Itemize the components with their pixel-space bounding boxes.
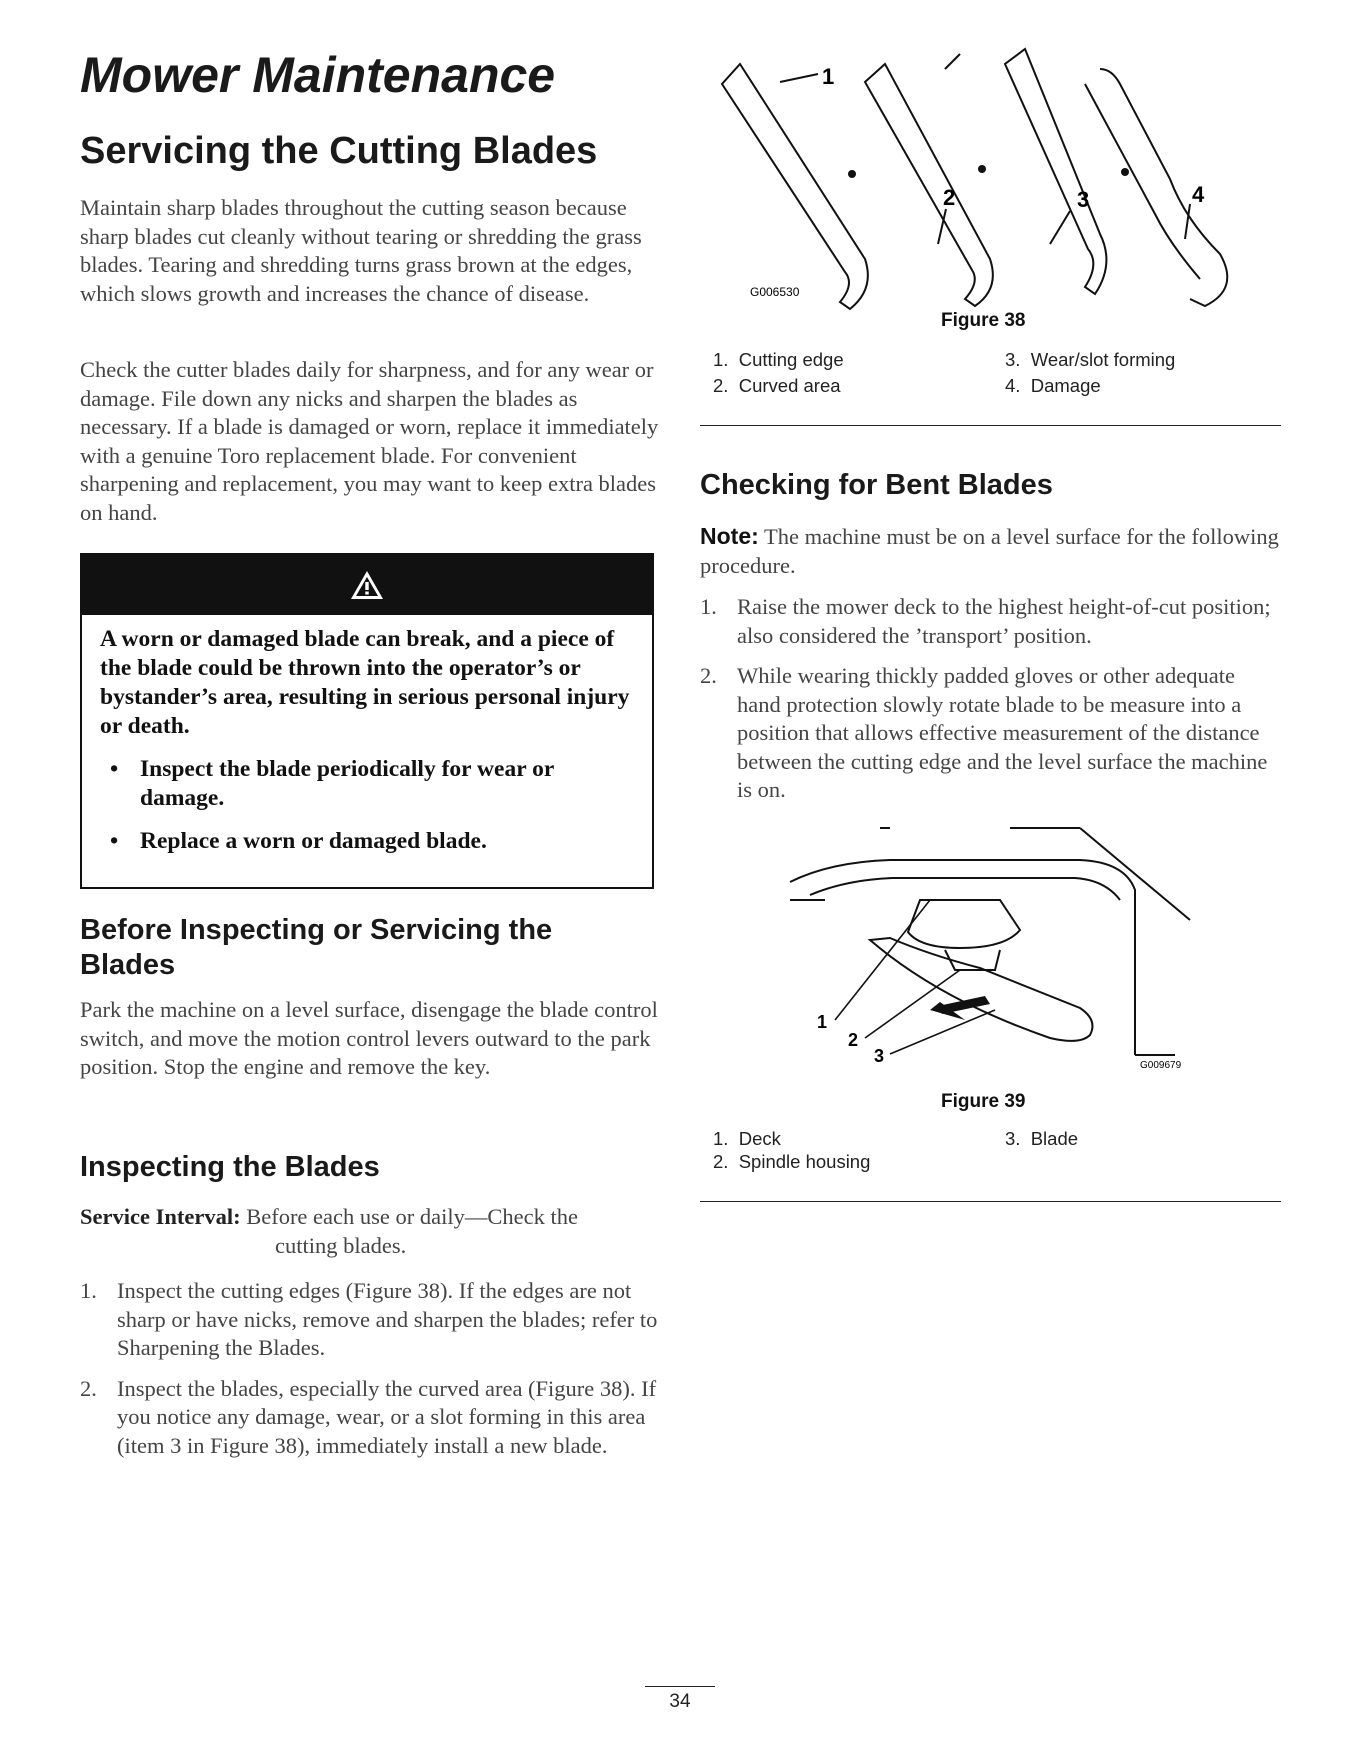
bent-blades-steps: [700, 593, 1280, 817]
list-item: [80, 1277, 660, 1363]
blade-2: [865, 64, 993, 306]
legend-num: 2.: [713, 1151, 729, 1172]
note-text: The machine must be on a level surface for the following procedure.: [700, 524, 1279, 578]
legend-num: 2.: [713, 375, 729, 396]
step-text: Inspect the cutting edges (Figure 38). If the edges are not sharp or have nicks, remove and sharpen the blades; refer to Sharpening the Blades.: [117, 1278, 658, 1360]
page-number: 34: [669, 1691, 691, 1712]
step-number: 1.: [700, 594, 717, 619]
legend-num: 1.: [713, 1128, 729, 1149]
legend-label: Blade: [1030, 1128, 1079, 1149]
legend-label: Deck: [738, 1128, 781, 1149]
callout-4: 4: [1192, 182, 1205, 207]
intro-paragraph-1: Maintain sharp blades throughout the cutting season because sharp blades cut cleanly without tearing or shredding the grass blades. Tearing and shredding turns grass brown at the edges, which slows growth and increases the chance of disease.: [80, 195, 642, 306]
figure-38-caption: Figure 38: [941, 310, 1026, 331]
blade-1-hole: [848, 170, 856, 178]
deck-inner-lip: [810, 878, 1120, 900]
list-item: [80, 1375, 660, 1461]
warning-box: [80, 553, 654, 889]
warning-bullet: • Replace a worn or damaged blade.: [100, 827, 636, 856]
section-title: Mower Maintenance: [80, 47, 556, 103]
figure-38-code: G006530: [750, 285, 800, 299]
bent-blades-heading: Checking for Bent Blades: [700, 469, 1053, 501]
list-item: [700, 662, 1280, 805]
blade: [870, 938, 1092, 1041]
inspecting-steps: [80, 1277, 660, 1472]
service-interval: [80, 1203, 660, 1260]
callout-2: 2: [943, 185, 956, 210]
service-interval-text: Before each use or daily—Check the: [246, 1204, 578, 1229]
list-item: [700, 593, 1280, 650]
service-interval-text-cont: cutting blades.: [275, 1232, 407, 1258]
callout-3-leader: [1050, 211, 1070, 244]
legend-label: Damage: [1030, 375, 1101, 396]
intro-paragraph-2: Check the cutter blades daily for sharpness, and for any wear or damage. File down any nicks and sharpen the blades as necessary. If a blade is damaged or worn, replace it immediately with a genuine Toro replacement blade. For convenient sharpening and replacement, you may want to keep extra blades on hand.: [80, 357, 659, 525]
blade-1: [722, 64, 868, 309]
note-paragraph: [700, 522, 1280, 580]
callout-1: 1: [817, 1012, 828, 1032]
inspecting-heading: Inspecting the Blades: [80, 1151, 380, 1183]
step-number: 2.: [80, 1375, 97, 1401]
step-text: Inspect the blades, especially the curved area (Figure 38). If you notice any damage, wear, or a slot forming in this area (item 3 in Figure 38), immediately install a new blade.: [117, 1375, 657, 1458]
callout-1-leader: [780, 74, 818, 82]
legend-num: 4.: [1005, 375, 1021, 396]
legend-label: Wear/slot forming: [1030, 349, 1176, 370]
divider: [700, 425, 1281, 426]
legend-label: Spindle housing: [738, 1151, 871, 1172]
blade-3: [1005, 49, 1106, 294]
callout-2: 2: [848, 1030, 859, 1050]
figure-39-code: G009679: [1140, 1060, 1182, 1071]
callout-2-leader: [865, 970, 960, 1038]
figure-39-caption: Figure 39: [941, 1091, 1026, 1112]
blade-3-hole: [1121, 168, 1129, 176]
before-heading: Before Inspecting or Servicing the Blades: [80, 914, 553, 981]
blade-4-outline: [1100, 69, 1227, 306]
callout-3-leader: [890, 1010, 995, 1054]
blade-top-edge: [945, 54, 960, 69]
deck-outline: [790, 860, 1135, 1055]
blade-2-hole: [978, 165, 986, 173]
warning-triangle-icon: [350, 570, 384, 600]
callout-3: 3: [1077, 187, 1090, 212]
warning-text: A worn or damaged blade can break, and a piece of the blade could be thrown into the operator’s or bystander’s area, resulting in serious personal injury or death.: [100, 626, 630, 739]
warning-bullet: • Inspect the blade periodically for wear or damage.: [100, 755, 636, 813]
legend-num: 1.: [713, 349, 729, 370]
page-title: Servicing the Cutting Blades: [80, 130, 598, 172]
warning-content: [100, 625, 636, 870]
callout-3: 3: [874, 1046, 885, 1066]
deck-top-lines: [880, 828, 1190, 920]
legend-num: 3.: [1005, 1128, 1021, 1149]
figure-39-deck-illustration: [780, 820, 1200, 1090]
service-interval-label: Service Interval:: [80, 1204, 241, 1229]
step-number: 1.: [80, 1278, 97, 1303]
figure-38-blades-illustration: [700, 44, 1260, 314]
note-label: Note:: [700, 523, 759, 549]
divider: [700, 1201, 1281, 1202]
step-text: Raise the mower deck to the highest height-of-cut position; also considered the ’transport’ position.: [737, 594, 1271, 648]
legend-label: Cutting edge: [738, 349, 844, 370]
warning-header-bar: [82, 555, 652, 615]
footer-rule: [645, 1686, 715, 1687]
callout-1: 1: [822, 64, 835, 89]
legend-num: 3.: [1005, 349, 1021, 370]
step-text: While wearing thickly padded gloves or other adequate hand protection slowly rotate blade to be measure into a position that allows effective measurement of the distance between the cutting edge and the level surface the machine is on.: [737, 663, 1268, 802]
warning-bullet-list: [100, 755, 636, 856]
before-paragraph: Park the machine on a level surface, disengage the blade control switch, and move the motion control levers outward to the park position. Stop the engine and remove the key.: [80, 997, 658, 1079]
step-number: 2.: [700, 663, 717, 688]
legend-label: Curved area: [738, 375, 841, 396]
